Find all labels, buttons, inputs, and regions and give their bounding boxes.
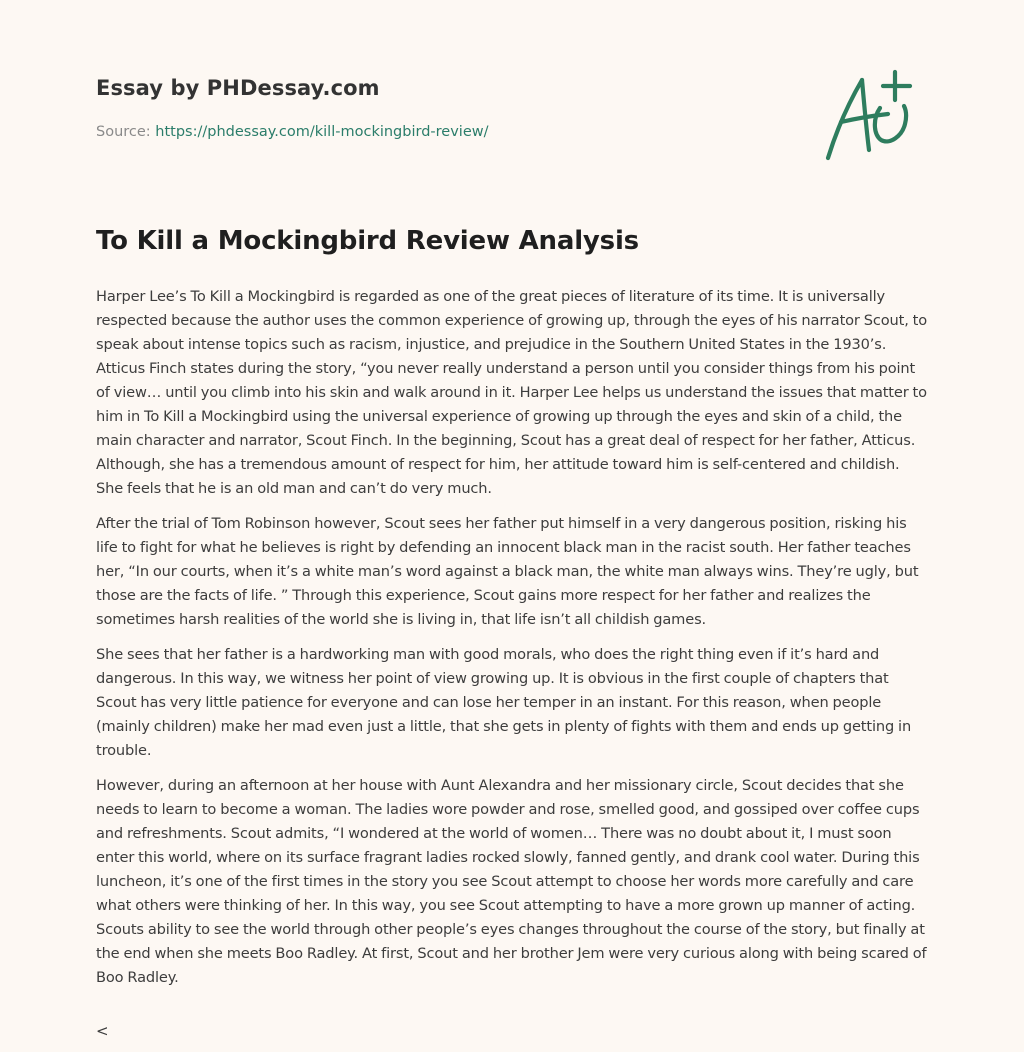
essay-paragraph: After the trial of Tom Robinson however, Scout sees her father put himself in a very dangerous position, risking his life to fight for what he believes is right by defending an innocent black man in the racist south. Her father teaches her, “In our courts, when it’s a white man’s word against a black man, the white man always wins. They’re ugly, but those are the facts of life. ” Through this experience, Scout gains more respect for her father and realizes the sometimes harsh realities of the world she is living in, that life isn’t all childish games. [96,515,919,628]
essay-paragraph: Harper Lee’s To Kill a Mockingbird is regarded as one of the great pieces of literature of its time. It is universally respected because the author uses the common experience of growing up, through the eyes of his narrator Scout, to speak about intense topics such as racism, injustice, and prejudice in the Southern United States in the 1930’s. Atticus Finch states during the story, “you never really understand a person until you consider things from his point of view… until you climb into his skin and walk around in it. Harper Lee helps us understand the issues that matter to him in To Kill a Mockingbird using the universal experience of growing up through the eyes and skin of a child, the main character and narrator, Scout Finch. In the beginning, Scout has a great deal of respect for her father, Atticus. Although, she has a tremendous amount of respect for him, her attitude toward him is self-centered and childish. She feels that he is an old man and can’t do very much. [96,288,928,497]
essay-body [96,285,928,1001]
source-label: Source: [96,124,156,140]
essay-paragraph: However, during an afternoon at her house with Aunt Alexandra and her missionary circle, Scout decides that she needs to learn to become a woman. The ladies wore powder and rose, smelled good, and gossiped over coffee cups and refreshments. Scout admits, “I wondered at the world of women… There was no doubt about it, I must soon enter this world, where on its surface fragrant ladies rocked slowly, fanned gently, and drank cool water. During this luncheon, it’s one of the first times in the story you see Scout attempt to choose her words more carefully and care what others were thinking of her. In this way, you see Scout attempting to have a more grown up manner of acting. Scouts ability to see the world through other people’s eyes changes throughout the course of the story, but finally at the end when she meets Boo Radley. At first, Scout and her brother Jem were very curious along with being scared of Boo Radley. [96,777,927,986]
essay-title: To Kill a Mockingbird Review Analysis [96,226,639,256]
source-line [96,124,488,140]
essay-paragraph: She sees that her father is a hardworking man with good morals, who does the right thing even if it’s hard and dangerous. In this way, we witness her point of view growing up. It is obvious in the first couple of chapters that Scout has very little patience for everyone and can lose her temper in an instant. For this reason, when people (mainly children) make her mad even just a little, that she gets in plenty of fights with them and ends up getting in trouble. [96,646,912,759]
source-link[interactable]: https://phdessay.com/kill-mockingbird-review/ [155,124,489,140]
a-plus-grade-icon [822,66,928,166]
brand-title: Essay by PHDessay.com [96,76,380,100]
previous-page-link[interactable]: < [96,1022,109,1040]
